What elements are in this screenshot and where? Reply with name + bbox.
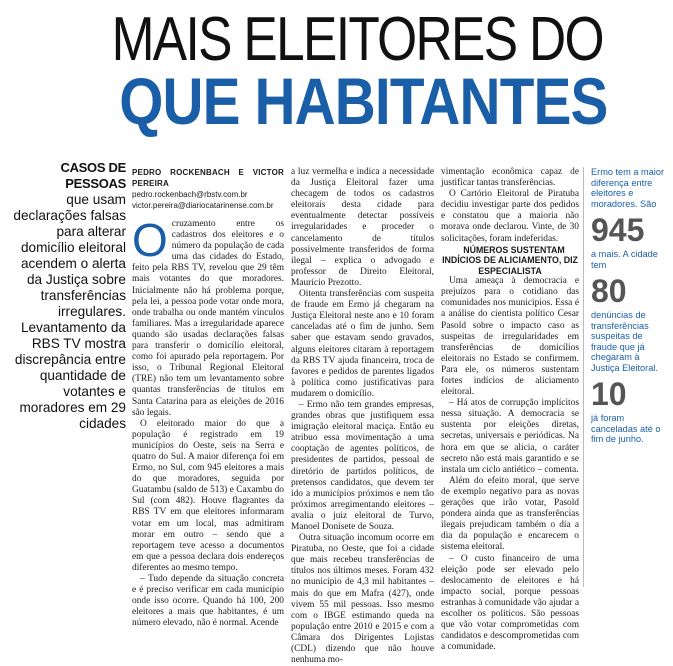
fact-text: Ermo tem a maior diferença entre eleitores e moradores. São (591, 167, 665, 209)
fact-number: 10 (591, 376, 627, 412)
article-column-1 (132, 167, 284, 629)
paragraph: Outra situação incomum ocorre em Piratuba, no Oeste, que foi a cidade que mais recebeu transferências de títulos nos últimos meses. Foram 432 no município de 4,3 mil habitantes – mais do que em Mafra (427), onde vivem 55 mil pessoas. Isso mesmo com o IBGE estimando queda na população entre 2010 e 2015 e com a Câmara dos Dirigentes Lojistas (CDL) dizendo que não houve nenhuma mo- (291, 533, 434, 666)
fact-text: a mais. A cidade tem (591, 249, 658, 270)
paragraph: Ocruzamento entre os cadastros dos eleitores e o número da população de cada uma das cidades do Estado, feito pela RBS TV, revelou que 29 têm mais votantes do que moradores. Inicialmente não há problema porque, pela lei, a pessoa pode votar onde mora, onde trabalha ou onde mantém vínculos familiares. Mas a irregularidade aparece quando são usadas declarações falsas para transferir o domicílio eleitoral, como foi apurado pela reportagem. Por isso, o Tribunal Regional Eleitoral (TRE) não tem um levantamento sobre quantas transferências de títulos em Santa Catarina para as eleições de 2016 são legais. (132, 214, 284, 418)
headline-line-2: QUE HABITANTES (119, 64, 608, 138)
headline-line-1: MAIS ELEITORES DO (111, 5, 603, 74)
paragraph: a luz vermelha e indica a necessidade da Justiça Eleitoral fazer uma checagem de todos os cadastros eleitorais desta cidade para eventualmente detectar possíveis irregularidades e proceder o cancelamento de títulos possivelmente transferidos de forma ilegal – explica o advogado e professor de Direito Eleitoral, Maurício Prezotto. (291, 167, 434, 288)
column-divider (583, 167, 584, 587)
subhead: NÚMEROS SUSTENTAM INDÍCIOS DE ALICIAMENTO, DIZ ESPECIALISTA (442, 244, 578, 276)
paragraph: – Tudo depende da situação concreta e é preciso verificar em cada município onde isso ocorre. Quando há 100, 200 eleitores a mais que habitantes, é um número elevado, não é normal. Acende (132, 574, 284, 629)
paragraph: – O custo financeiro de uma eleição pode ser elevado pelo deslocamento de eleitores e há impacto social, porque pessoas estranhas à comunidade vão ajudar a escolher os políticos. São pessoas que vão votar comprometidas com candidatos e descomprometidas com a comunidade. (441, 553, 579, 653)
paragraph: – Há atos de corrupção implícitos nessa situação. A democracia se sustenta por eleições diretas, secretas, universais e periódicas. Na hora em que se alicia, o caráter secreto não está mais garantido e se instala um ciclo antiético – comenta. (441, 398, 579, 475)
paragraph: – Ermo não tem grandes empresas, grandes obras que justifiquem essa imigração eleitoral maciça. Então eu atribuo essa movimentação a uma cooptação de agentes políticos, de presidentes de partidos, pessoal de diretório de partidos políticos, de pretensos candidatos, que devem ter ido a municípios próximos e nem tão próximos arregimentando eleitores – avalia o juiz eleitoral de Turvo, Manoel Donisete de Souza. (291, 399, 434, 532)
article-column-3 (441, 167, 579, 653)
paragraph: Uma ameaça à democracia e prejuízos para o cotidiano das comunidades nos municípios. Essa é a análise do cientista político Cesar Pasold sobre o impacto caso as suspeitas de irregularidades em transferências de domicílios eleitorais no Estado se confirmem. Para ele, os números sustentam fortes indícios de aliciamento eleitoral. (441, 276, 579, 398)
article-column-2 (291, 167, 434, 666)
deck-text: que usam declarações falsas para alterar domicílio eleitoral acendem o alerta da Justiça sobre transferências irregulares. Levantamento da RBS TV mostra discrepância entre quantidade de votantes e moradores em 29 cidades (13, 192, 126, 431)
deck-kicker: CASOS DE PESSOAS (60, 160, 126, 191)
fact-number: 945 (591, 212, 645, 248)
fact-number: 80 (591, 273, 627, 309)
byline (132, 167, 284, 211)
paragraph: Além do efeito moral, que serve de exemplo negativo para as novas gerações que irão votar, Pasold pondera ainda que as transferências ilegais prejudicam também o dia a dia da população e encarecem o sistema eleitoral. (441, 475, 579, 553)
sidebar-facts (591, 167, 669, 445)
paragraph: vimentação econômica capaz de justificar tantas transferências. (441, 167, 579, 189)
paragraph: O Cartório Eleitoral de Piratuba decidiu investigar parte dos pedidos e constatou que a maioria não morava onde declarou. Vinte, de 30 solicitações, foram indeferidas. (441, 189, 579, 244)
paragraph: Oitenta transferências com suspeita de fraude em Ermo já chegaram na Justiça Eleitoral neste ano e 10 foram canceladas até o fim de junho. Sem saber que estavam sendo gravados, alguns eleitores citaram à reportagem da RBS TV ajuda financeira, troca de favores e pedidos de parentes ligados à política como justificativas para mudarem o domicílio. (291, 289, 434, 399)
byline-email-2: victor.pereira@diariocatarinense.com.br (132, 201, 274, 210)
dropcap: O (132, 214, 168, 266)
byline-email-1: pedro.rockenbach@rbstv.com.br (132, 190, 248, 199)
fact-text: denúncias de transferências suspeitas de fraude que já chegaram à Justiça Eleitoral. (591, 310, 658, 373)
byline-names: PEDRO ROCKENBACH E VICTOR PEREIRA (132, 168, 284, 188)
paragraph: O eleitorado maior do que a população é registrado em 19 municípios do Oeste, seis na Serra e quatro do Sul. A maior diferença foi em Ermo, no Sul, com 945 eleitores a mais do que moradores, seguida por Guatambu (saldo de 513) e Caxambu do Sul (com 482). Houve flagrantes da RBS TV em que eleitores informaram votar em um local, mas admitiram morar em outro – sendo que a reportagem teve acesso a documentos em que a pessoa declara dois endereços diferentes ao mesmo tempo. (132, 418, 284, 573)
deck (6, 160, 126, 432)
fact-text: já foram canceladas até o fim de junho. (591, 413, 661, 444)
